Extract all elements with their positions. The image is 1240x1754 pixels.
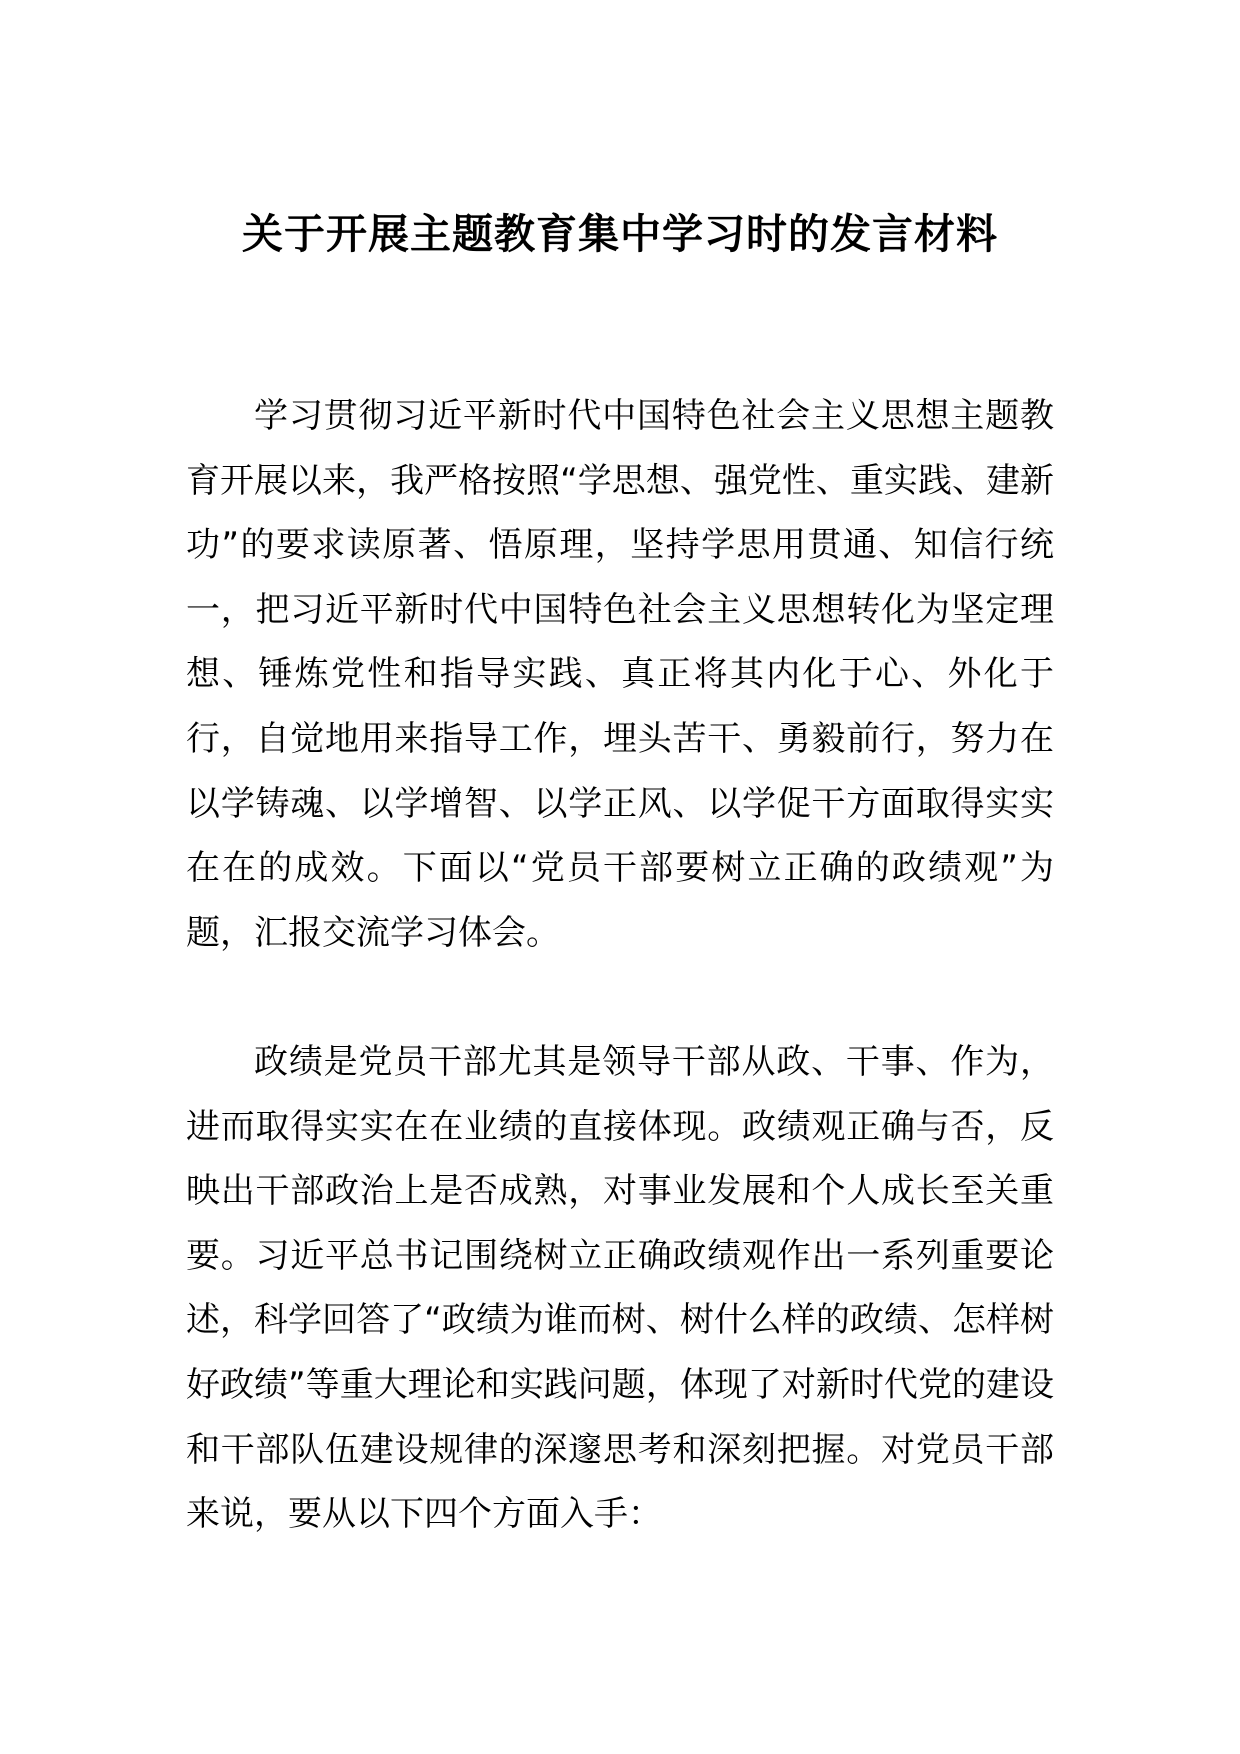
paragraph-intro: 学习贯彻习近平新时代中国特色社会主义思想主题教育开展以来，我严格按照“学思想、强党性、重实践、建新功”的要求读原著、悟原理，坚持学思用贯通、知信行统一，把习近平新时代中国特色社会主义思想转化为坚定理想、锤炼党性和指导实践、真正将其内化于心、外化于行，自觉地用来指导工作，埋头苦干、勇毅前行，努力在以学铸魂、以学增智、以学正风、以学促干方面取得实实在在的成效。下面以“党员干部要树立正确的政绩观”为题，汇报交流学习体会。	[186, 396, 1054, 953]
paragraph-body: 政绩是党员干部尤其是领导干部从政、干事、作为，进而取得实实在在业绩的直接体现。政绩观正确与否，反映出干部政治上是否成熟，对事业发展和个人成长至关重要。习近平总书记围绕树立正确政绩观作出一系列重要论述，科学回答了“政绩为谁而树、树什么样的政绩、怎样树好政绩”等重大理论和实践问题，体现了对新时代党的建设和干部队伍建设规律的深邃思考和深刻把握。对党员干部来说，要从以下四个方面入手：	[186, 1042, 1054, 1535]
document-title: 关于开展主题教育集中学习时的发言材料	[242, 210, 998, 258]
